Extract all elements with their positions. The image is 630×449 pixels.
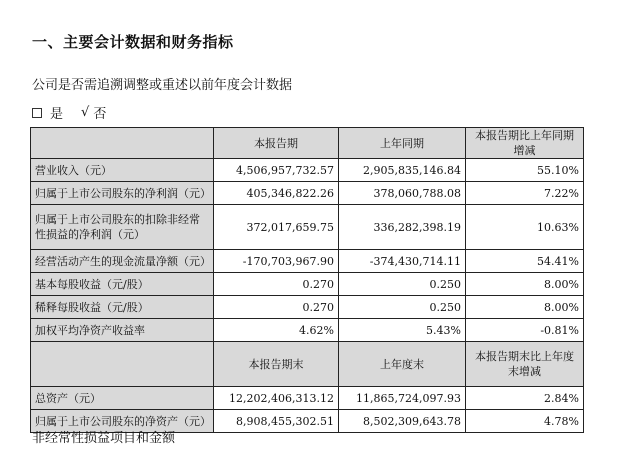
row-label: 基本每股收益（元/股） <box>31 273 214 296</box>
table-cell: 8,502,309,643.78 <box>339 410 466 433</box>
table-cell: 0.270 <box>214 273 339 296</box>
table-header-cell: 上年度末 <box>339 342 466 387</box>
row-label: 加权平均净资产收益率 <box>31 319 214 342</box>
table-cell: 0.270 <box>214 296 339 319</box>
table-header-cell <box>31 342 214 387</box>
table-cell: 8.00% <box>466 273 584 296</box>
row-label: 经营活动产生的现金流量净额（元） <box>31 250 214 273</box>
choice-yes-label: 是 <box>50 107 64 122</box>
row-label: 总资产（元） <box>31 387 214 410</box>
table-cell: 10.63% <box>466 205 584 250</box>
table-header-cell: 上年同期 <box>339 128 466 159</box>
table-cell: -374,430,714.11 <box>339 250 466 273</box>
row-label: 归属于上市公司股东的扣除非经常性损益的净利润（元） <box>31 205 214 250</box>
table-cell: 0.250 <box>339 273 466 296</box>
table-row <box>31 387 584 410</box>
table-row <box>31 273 584 296</box>
table-cell: 2,905,835,146.84 <box>339 159 466 182</box>
table-cell: -0.81% <box>466 319 584 342</box>
table-cell: 11,865,724,097.93 <box>339 387 466 410</box>
table-row <box>31 182 584 205</box>
table-cell: 8,908,455,302.51 <box>214 410 339 433</box>
key-financials-table <box>30 127 584 433</box>
row-label: 归属于上市公司股东的净利润（元） <box>31 182 214 205</box>
table-cell: 2.84% <box>466 387 584 410</box>
table-header-cell: 本报告期 <box>214 128 339 159</box>
row-label: 稀释每股收益（元/股） <box>31 296 214 319</box>
table-cell: 0.250 <box>339 296 466 319</box>
table-header-cell: 本报告期末比上年度末增减 <box>466 342 584 387</box>
checkbox-empty-icon <box>32 108 42 118</box>
table-cell: 4,506,957,732.57 <box>214 159 339 182</box>
restatement-choice <box>32 103 106 122</box>
table-cell: 8.00% <box>466 296 584 319</box>
table-header-cell: 本报告期比上年同期增减 <box>466 128 584 159</box>
table-cell: 336,282,398.19 <box>339 205 466 250</box>
table-cell: 7.22% <box>466 182 584 205</box>
nonrecurring-items-heading: 非经常性损益项目和金额 <box>32 431 176 446</box>
table-cell: 54.41% <box>466 250 584 273</box>
table-cell: 378,060,788.08 <box>339 182 466 205</box>
table-header-cell <box>31 128 214 159</box>
table-cell: 55.10% <box>466 159 584 182</box>
table-subheader-row <box>31 342 584 387</box>
check-mark-icon: √ <box>81 105 90 120</box>
table-row <box>31 250 584 273</box>
table-header-cell: 本报告期末 <box>214 342 339 387</box>
table-cell: 5.43% <box>339 319 466 342</box>
table-cell: -170,703,967.90 <box>214 250 339 273</box>
table-row <box>31 296 584 319</box>
table-row <box>31 159 584 182</box>
choice-no-label: 否 <box>93 107 107 122</box>
table-cell: 4.78% <box>466 410 584 433</box>
table-cell: 12,202,406,313.12 <box>214 387 339 410</box>
row-label: 营业收入（元） <box>31 159 214 182</box>
table-cell: 372,017,659.75 <box>214 205 339 250</box>
row-label: 归属于上市公司股东的净资产（元） <box>31 410 214 433</box>
table-row <box>31 205 584 250</box>
table-row <box>31 319 584 342</box>
restatement-question: 公司是否需追溯调整或重述以前年度会计数据 <box>32 78 293 93</box>
table-cell: 405,346,822.26 <box>214 182 339 205</box>
table-cell: 4.62% <box>214 319 339 342</box>
section-heading: 一、主要会计数据和财务指标 <box>32 33 234 51</box>
